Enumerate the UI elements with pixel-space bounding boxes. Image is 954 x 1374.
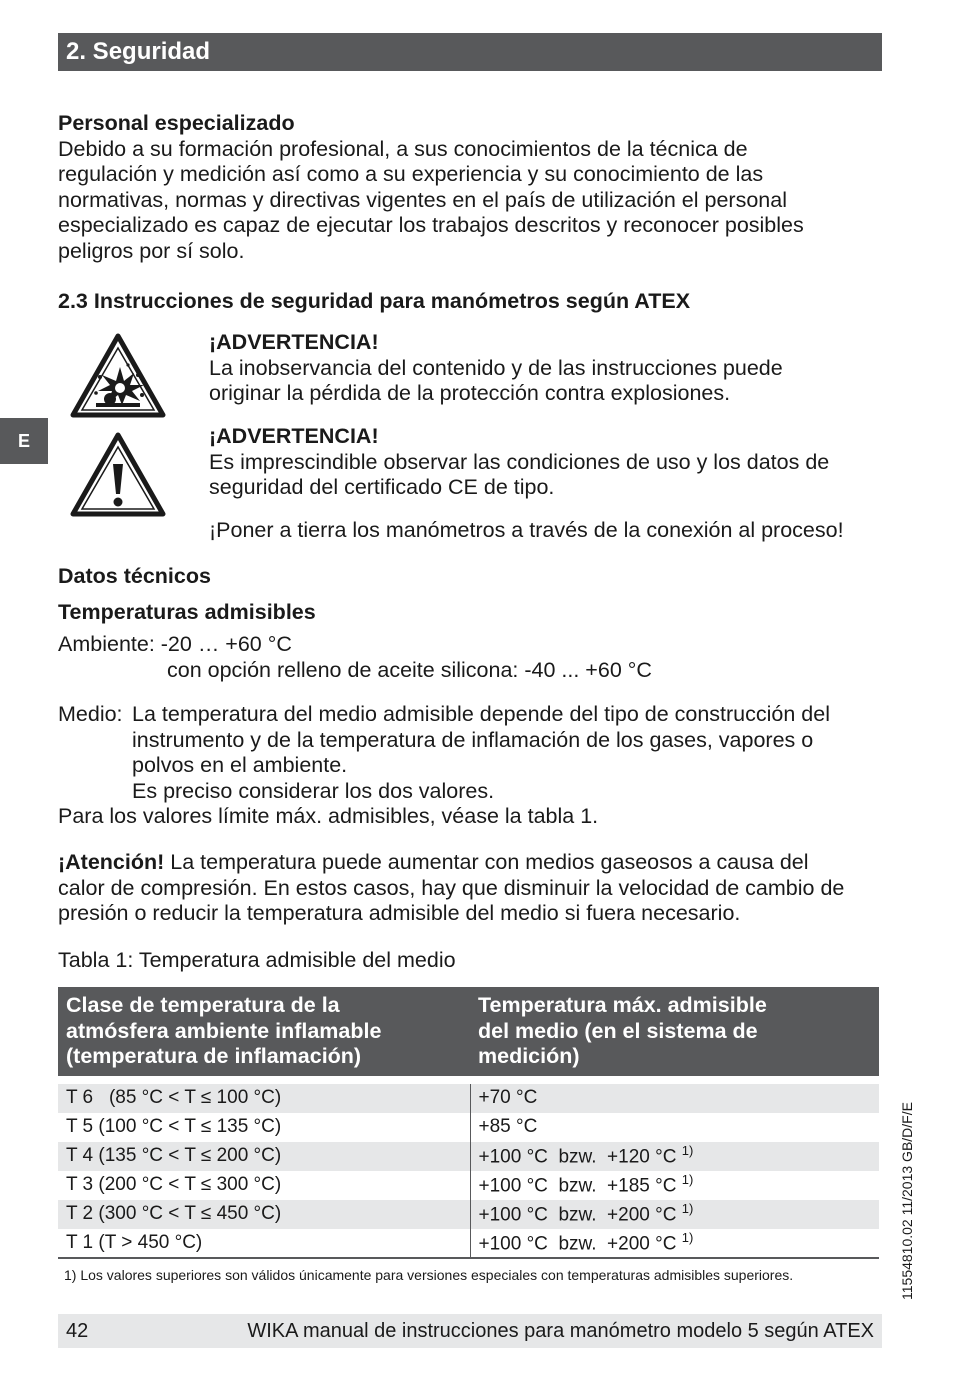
personal-line: normativas, normas y directivas vigentes en el país de utilización el personal xyxy=(58,187,787,212)
footer-title: WIKA manual de instrucciones para manómetro modelo 5 según ATEX xyxy=(247,1320,874,1342)
medio-line: polvos en el ambiente. xyxy=(132,753,348,777)
attention-line: presión o reducir la temperatura admisible del medio si fuera necesario. xyxy=(58,901,741,925)
grounding-note: ¡Poner a tierra los manómetros a través de la conexión al proceso! xyxy=(209,517,844,542)
attention-line: La temperatura puede aumentar con medios gaseosos a causa del xyxy=(164,850,809,874)
temperaturas-heading: Temperaturas admisibles xyxy=(58,600,316,624)
header-temperature-class: Clase de temperatura de la atmósfera ambiente inflamable (temperatura de inflamación) xyxy=(58,987,470,1076)
personal-line: peligros por sí solo. xyxy=(58,238,245,263)
max-temperature-cell: +100 °C bzw. +120 °C $^{1)}$ xyxy=(470,1142,879,1171)
exclamation-warning-icon xyxy=(70,432,166,518)
footnote-ref: 1) xyxy=(681,1201,694,1217)
personal-line: Debido a su formación profesional, a sus conocimientos de la técnica de xyxy=(58,136,748,161)
max-temperature-cell: +100 °C bzw. +185 °C $^{1)}$ xyxy=(470,1171,879,1200)
medio-section xyxy=(58,702,888,830)
warning-title: ¡ADVERTENCIA! xyxy=(209,330,379,354)
medio-line: instrumento y de la temperatura de inflamación de los gases, vapores o xyxy=(132,727,814,752)
temperature-class-cell: T 4 (135 °C < T ≤ 200 °C) xyxy=(58,1142,470,1171)
explosion-warning-icon xyxy=(70,333,166,419)
warning-line: La inobservancia del contenido y de las instrucciones puede xyxy=(209,355,783,380)
temperature-class-cell: T 2 (300 °C < T ≤ 450 °C) xyxy=(58,1200,470,1229)
medio-label: Medio: xyxy=(58,702,123,726)
temperature-class-cell: T 6 (85 °C < T ≤ 100 °C) xyxy=(58,1084,470,1113)
section-title: 2. Seguridad xyxy=(66,38,211,65)
header-max-temperature: Temperatura máx. admisible del medio (en el sistema de medición) xyxy=(470,987,879,1076)
temperature-class-cell: T 1 (T > 450 °C) xyxy=(58,1229,470,1258)
footnote-ref: 1) xyxy=(681,1143,694,1159)
ambiente-option: con opción relleno de aceite silicona: -40 ... +60 °C xyxy=(167,658,652,682)
personal-section xyxy=(58,111,868,264)
table-row xyxy=(58,1229,879,1258)
footnote-ref: 1) xyxy=(681,1229,694,1245)
table-row xyxy=(58,1171,879,1200)
table-row xyxy=(58,1142,879,1171)
table-row xyxy=(58,1200,879,1229)
document-id: 11554810.02 11/2013 GB/D/F/E xyxy=(899,1102,915,1300)
max-temperature-cell: +85 °C xyxy=(470,1113,879,1142)
page-footer xyxy=(58,1314,882,1348)
datos-heading: Datos técnicos xyxy=(58,564,211,588)
section-header xyxy=(58,33,882,71)
max-temperature-cell: +100 °C bzw. +200 °C $^{1)}$ xyxy=(470,1229,879,1258)
table-footnote: 1) Los valores superiores son válidos únicamente para versiones especiales con temperaturas admisibles superiores. xyxy=(64,1267,794,1283)
attention-label: ¡Atención! xyxy=(58,850,165,874)
attention-line: calor de compresión. En estos casos, hay que disminuir la velocidad de cambio de xyxy=(58,875,845,900)
personal-line: regulación y medición así como a su experiencia y su conocimiento de las xyxy=(58,162,764,186)
ambiente-line: Ambiente: -20 … +60 °C xyxy=(58,632,292,656)
footnote-ref: 1) xyxy=(681,1172,694,1188)
warning-explosion xyxy=(209,330,889,407)
table-row xyxy=(58,1084,879,1113)
max-temperature-cell: +70 °C xyxy=(470,1084,879,1113)
personal-heading: Personal especializado xyxy=(58,111,295,135)
warning-conditions xyxy=(209,424,889,543)
personal-line: especializado es capaz de ejecutar los trabajos descritos y reconocer posibles xyxy=(58,213,804,237)
temperature-table xyxy=(58,987,879,1259)
table-caption: Tabla 1: Temperatura admisible del medio xyxy=(58,948,456,972)
section-23-heading: 2.3 Instrucciones de seguridad para manómetros según ATEX xyxy=(58,289,691,313)
page-number: 42 xyxy=(66,1320,89,1342)
table-header-row xyxy=(58,987,879,1076)
medio-line: Es preciso considerar los dos valores. xyxy=(132,778,495,803)
attention-paragraph xyxy=(58,850,888,927)
warning-line: originar la pérdida de la protección contra explosiones. xyxy=(209,381,731,405)
language-tab: E xyxy=(0,418,48,464)
temperature-class-cell: T 3 (200 °C < T ≤ 300 °C) xyxy=(58,1171,470,1200)
warning-line: seguridad del certificado CE de tipo. xyxy=(209,475,555,499)
limit-note: Para los valores límite máx. admisibles, véase la tabla 1. xyxy=(58,804,599,828)
medio-line: La temperatura del medio admisible depende del tipo de construcción del xyxy=(132,702,830,726)
temperature-class-cell: T 5 (100 °C < T ≤ 135 °C) xyxy=(58,1113,470,1142)
warning-title: ¡ADVERTENCIA! xyxy=(209,424,379,448)
warning-line: Es imprescindible observar las condiciones de uso y los datos de xyxy=(209,449,830,474)
table-row xyxy=(58,1113,879,1142)
max-temperature-cell: +100 °C bzw. +200 °C $^{1)}$ xyxy=(470,1200,879,1229)
